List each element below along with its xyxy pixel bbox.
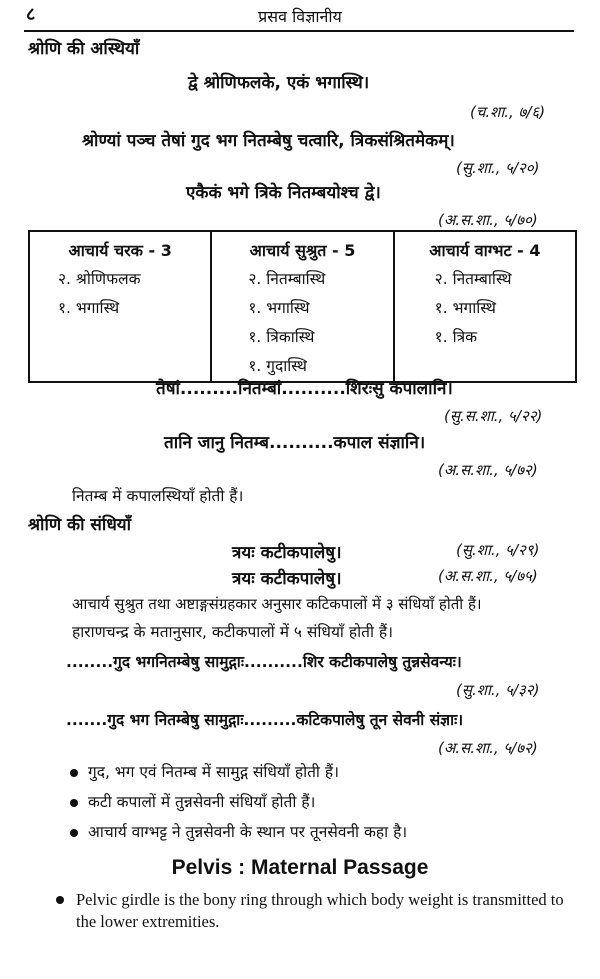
list-item	[70, 820, 407, 842]
verse-reference: (सु.शा., ५/२९)	[456, 541, 540, 559]
bullet-icon	[70, 799, 78, 807]
verse-line: .......गुद भग नितम्बेषु सामुद्गाः.........कटिकपालेषु तून सेवनी संज्ञाः।	[66, 711, 464, 729]
table-item: २. श्रोणिफलक	[58, 270, 141, 288]
list-item-text: कटी कपालों में तुन्नसेवनी संधियाँ होती हैं।	[88, 793, 316, 811]
running-header-title: प्रसव विज्ञानीय	[258, 7, 342, 26]
column-heading: आचार्य वाग्भट - 4	[429, 241, 541, 260]
header-rule	[24, 30, 574, 32]
verse-reference: (अ.स.शा., ५/७५)	[438, 567, 538, 585]
verse-line: तानि जानु नितम्ब..........कपाल संज्ञानि।	[164, 433, 426, 453]
verse-reference: (अ.स.शा., ५/७२)	[438, 739, 538, 757]
verse-line: त्रयः कटीकपालेषु।	[232, 543, 342, 563]
table-column-sushrut	[211, 231, 393, 382]
verse-reference: (सु.स.शा., ५/२२)	[444, 407, 543, 425]
table-column-charak	[29, 231, 211, 382]
verse-line: द्वे श्रोणिफलके, एकं भगास्थि।	[188, 73, 370, 93]
list-item-text: Pelvic girdle is the bony ring through which body weight is transmitted to the lower extremities.	[76, 890, 564, 931]
list-item-text: गुद, भग एवं नितम्ब में सामुद्ग संधियाँ होती हैं।	[88, 763, 339, 781]
paragraph: आचार्य सुश्रुत तथा अष्टाङ्गसंग्रहकार अनुसार कटिकपालों में ३ संधियाँ होती हैं।	[72, 595, 482, 613]
verse-line: एकैकं भगे त्रिके नितम्बयोश्च द्वे।	[186, 183, 381, 203]
verse-reference: (सु.शा., ५/३२)	[456, 681, 540, 699]
bullet-icon	[70, 769, 78, 777]
table-item: १. त्रिक	[434, 328, 478, 346]
section-heading-pelvis: Pelvis : Maternal Passage	[171, 856, 429, 879]
table-item: १. भगास्थि	[58, 299, 120, 317]
list-item	[70, 790, 315, 812]
column-heading: आचार्य चरक - 3	[68, 241, 172, 260]
bone-count-table	[28, 230, 577, 383]
note-text: नितम्ब में कपालस्थियाँ होती हैं।	[72, 487, 244, 505]
table-column-vagbhat	[394, 231, 576, 382]
table-item: २. नितम्बास्थि	[434, 270, 512, 288]
list-item	[70, 760, 339, 782]
table-item: १. भगास्थि	[248, 299, 310, 317]
column-heading: आचार्य सुश्रुत - 5	[249, 241, 356, 260]
bullet-icon	[56, 896, 64, 904]
section-heading-pelvic-bones: श्रोणि की अस्थियाँ	[28, 39, 140, 59]
table-item: १. त्रिकास्थि	[248, 328, 315, 346]
page-number: ८	[26, 4, 36, 25]
verse-line: ........गुद भगनितम्बेषु सामुद्गाः..........शिर कटीकपालेषु तुन्नसेवन्यः।	[66, 653, 462, 671]
paragraph: हाराणचन्द्र के मतानुसार, कटीकपालों में ५ संधियाँ होती हैं।	[72, 623, 394, 641]
list-item-text: आचार्य वाग्भट्ट ने तुन्नसेवनी के स्थान पर तूनसेवनी कहा है।	[88, 823, 408, 841]
verse-reference: (च.शा., ७/६)	[470, 103, 546, 121]
verse-line: त्रयः कटीकपालेषु।	[232, 569, 342, 589]
bullet-icon	[70, 829, 78, 837]
verse-reference: (सु.शा., ५/२०)	[456, 159, 540, 177]
verse-line: तेषां.........नितम्बां..........शिरःसु कपालानि।	[156, 379, 453, 399]
table-item: १. भगास्थि	[434, 299, 496, 317]
verse-line: श्रोण्यां पञ्च तेषां गुद भग नितम्बेषु चत्वारि, त्रिकसंश्रितमेकम्।	[82, 131, 455, 151]
table-item: १. गुदास्थि	[248, 357, 307, 375]
verse-reference: (अ.स.शा., ५/७२)	[438, 461, 538, 479]
verse-reference: (अ.स.शा., ५/७०)	[438, 211, 538, 229]
section-heading-pelvic-joints: श्रोणि की संधियाँ	[28, 515, 132, 535]
table-item: २. नितम्बास्थि	[248, 270, 326, 288]
